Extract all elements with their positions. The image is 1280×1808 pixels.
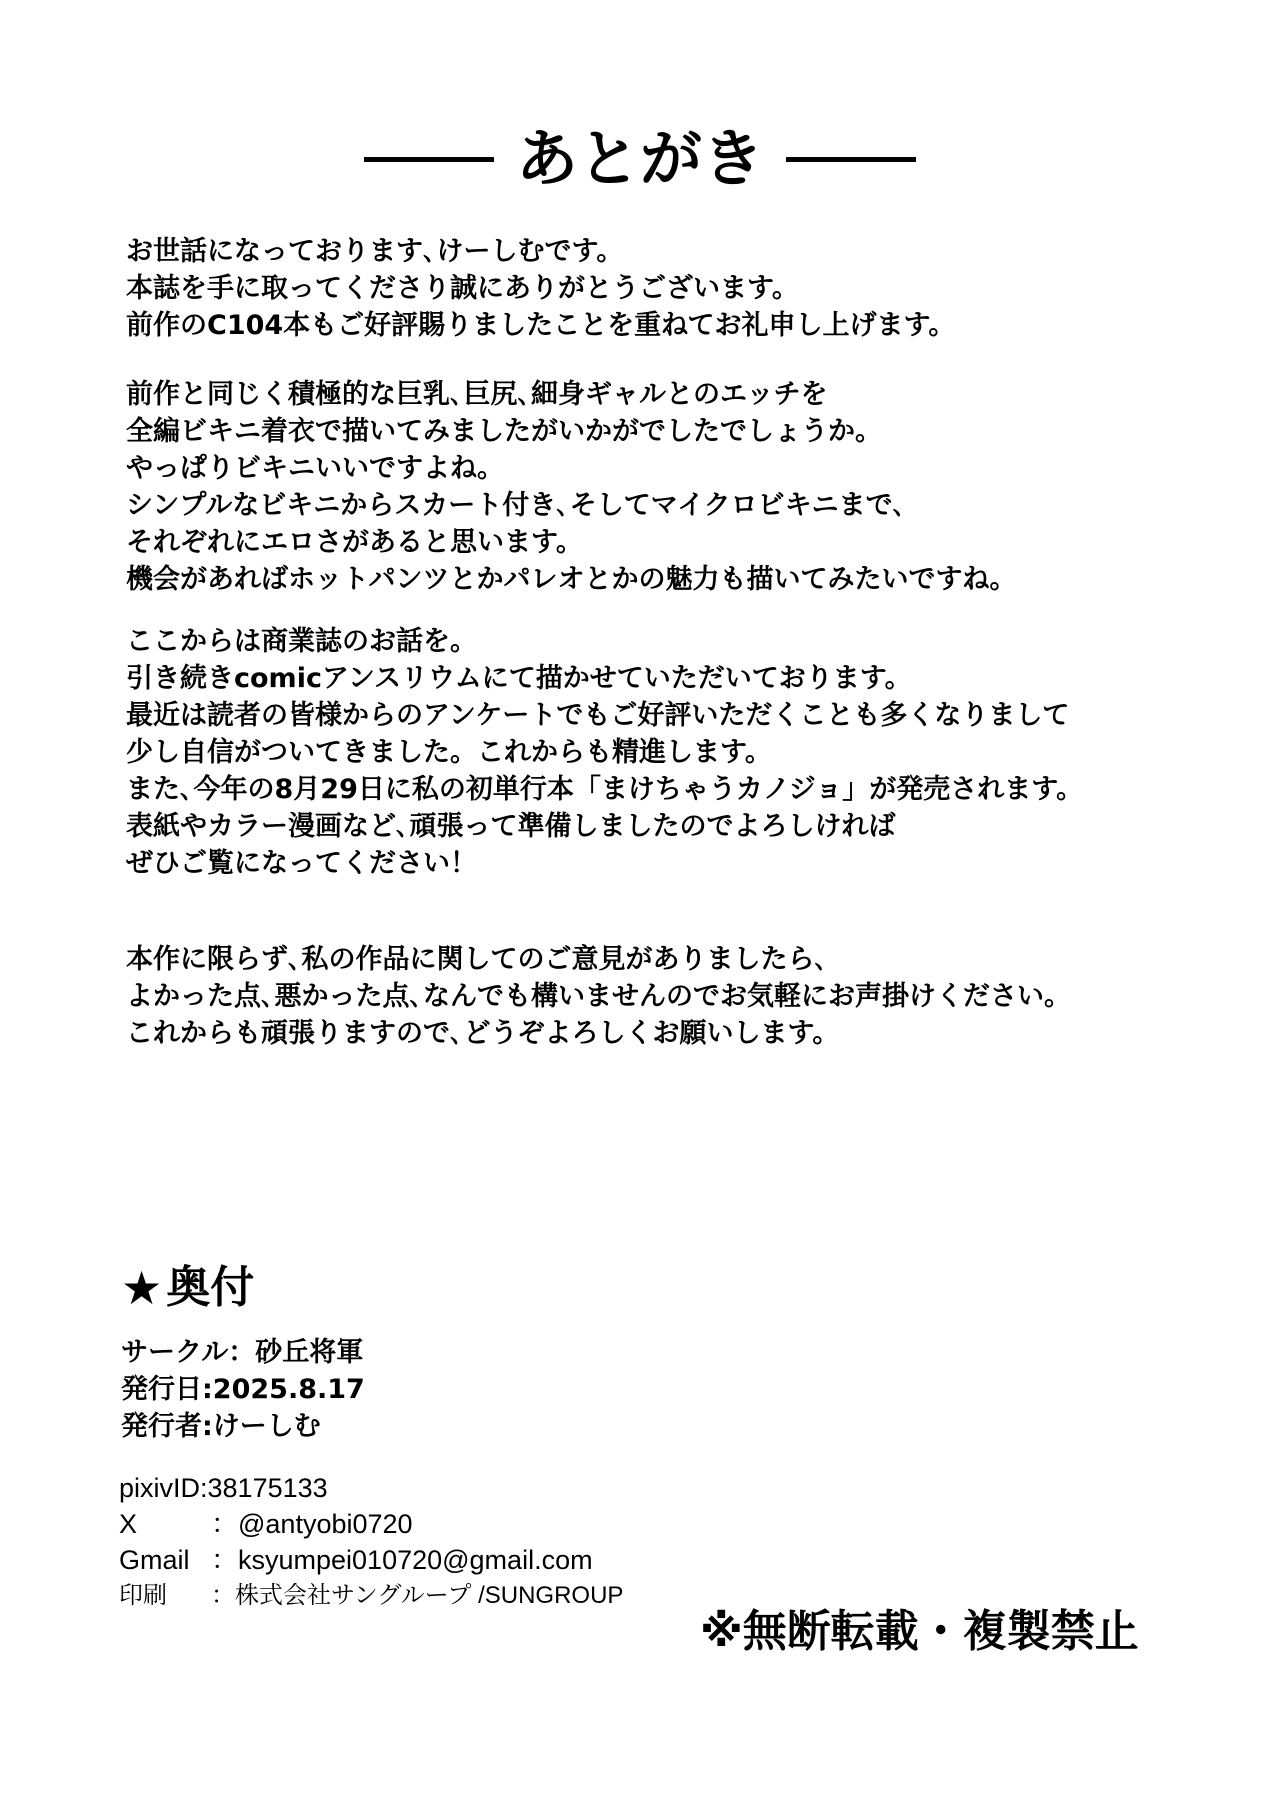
text-line: よかった点､悪かった点､なんでも構いませんのでお気軽にお声掛けください。 <box>126 981 1071 1012</box>
text-line: お世話になっております､けーしむです。 <box>126 236 624 267</box>
text-line: 機会があればホットパンツとかパレオとかの魅力も描いてみたいですね。 <box>126 564 1017 595</box>
content-paragraph <box>126 376 1186 598</box>
text-line: それぞれにエロさがあると思います。 <box>126 527 583 558</box>
text-line: シンプルなビキニからスカート付き､そしてマイクロビキニまで､ <box>126 490 907 521</box>
text-line: また､今年の8月29日に私の初単行本「まけちゃうカノジョ」が発売されます。 <box>126 774 1084 805</box>
star-icon: ★ <box>121 1261 163 1315</box>
contact-value: ：@antyobi0720 <box>211 1509 413 1539</box>
text-line: 少し自信がついてきました。これからも精進します。 <box>126 737 772 768</box>
contact-label: X <box>119 1509 138 1539</box>
contact-value: ：株式会社サングループ /SUNGROUP <box>211 1582 624 1609</box>
greeting-paragraph <box>126 233 1186 344</box>
text-line: ここからは商業誌のお話を。 <box>126 626 477 657</box>
contact-label: pixivID <box>119 1473 201 1503</box>
publisher: 発行者:けーしむ <box>121 1411 321 1442</box>
contact-printer <box>119 1578 623 1614</box>
colophon-title: 奥付 <box>166 1262 255 1313</box>
text-line: 前作と同じく積極的な巨乳､巨尻､細身ギャルとのエッチを <box>126 379 828 410</box>
text-line: ぜひご覧になってください！ <box>126 848 477 879</box>
text-line: 表紙やカラー漫画など､頑張って準備しましたのでよろしければ <box>126 811 896 842</box>
publish-date: 発行日:2025.8.17 <box>121 1374 365 1405</box>
commercial-work-paragraph <box>126 623 1186 882</box>
contact-value: :38175133 <box>200 1473 328 1503</box>
title-rule-left <box>364 157 494 162</box>
text-line: 本作に限らず､私の作品に関してのご意見がありましたら､ <box>126 944 828 975</box>
afterword-title-row <box>0 122 1280 195</box>
closing-paragraph <box>126 941 1186 1052</box>
circle-info <box>121 1334 821 1445</box>
text-line: 引き続きcomicアンスリウムにて描かせていただいております。 <box>126 663 912 694</box>
copyright-notice: ※無断転載・複製禁止 <box>700 1606 1139 1657</box>
contact-pixiv <box>119 1470 623 1506</box>
contact-label: Gmail <box>119 1545 190 1575</box>
contact-value: ：ksyumpei010720@gmail.com <box>211 1545 593 1575</box>
colophon-heading <box>121 1261 255 1315</box>
contact-x <box>119 1506 623 1542</box>
contact-gmail <box>119 1542 623 1578</box>
text-line: 最近は読者の皆様からのアンケートでもご好評いただくことも多くなりまして <box>126 700 1070 731</box>
text-line: 本誌を手に取ってくださり誠にありがとうございます。 <box>126 273 799 304</box>
text-line: やっぱりビキニいいですよね。 <box>126 453 504 484</box>
circle-name: サークル：砂丘将軍 <box>121 1337 364 1368</box>
text-line: 全編ビキニ着衣で描いてみましたがいかがでしたでしょうか。 <box>126 416 882 447</box>
contact-label: 印刷 <box>119 1582 167 1609</box>
afterword-title: あとがき <box>515 122 764 195</box>
title-rule-right <box>786 157 916 162</box>
contact-list <box>119 1470 623 1614</box>
text-line: これからも頑張りますので､どうぞよろしくお願いします。 <box>126 1018 840 1049</box>
text-line: 前作のC104本もご好評賜りましたことを重ねてお礼申し上げます。 <box>126 310 956 341</box>
